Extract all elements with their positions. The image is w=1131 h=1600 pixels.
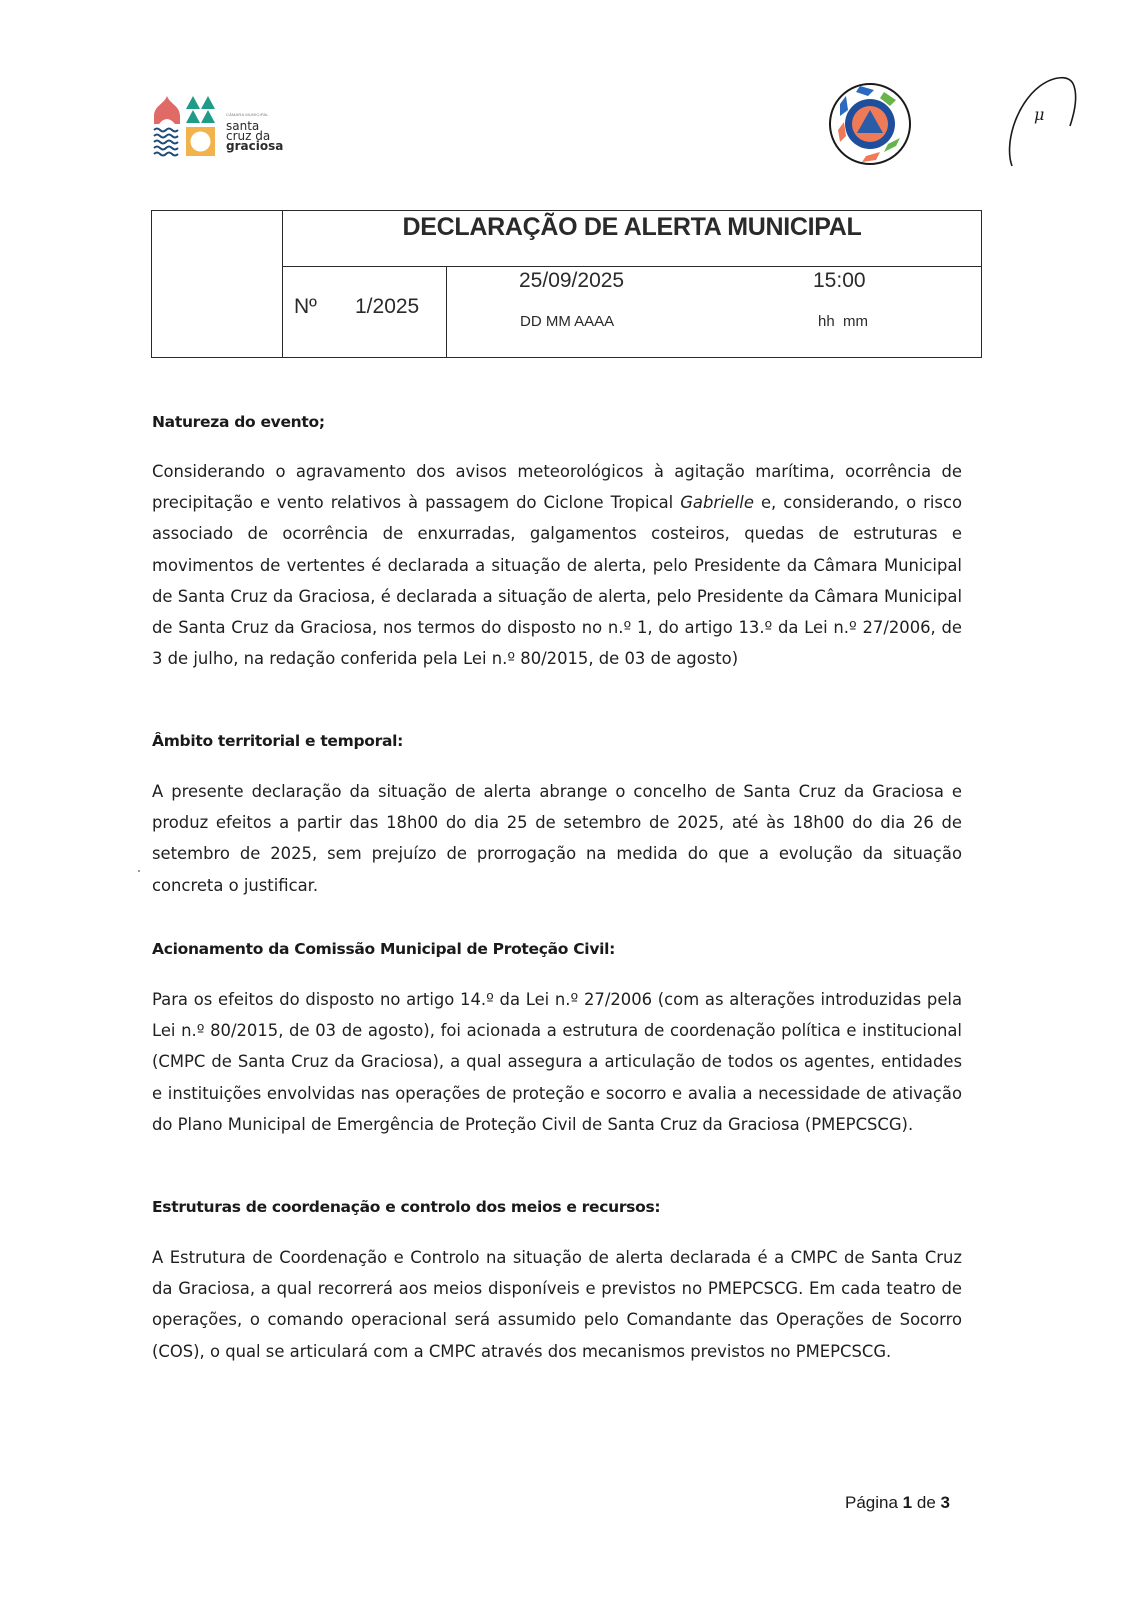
total-pages: 3 bbox=[940, 1493, 950, 1512]
date-format-hint: DD MM AAAA bbox=[520, 313, 615, 330]
header-table-blank-cell bbox=[152, 211, 283, 357]
section-heading-ambito: Âmbito territorial e temporal: bbox=[152, 732, 404, 750]
declaration-datetime-cell bbox=[447, 267, 981, 357]
section-heading-estruturas: Estruturas de coordenação e controlo dos meios e recursos: bbox=[152, 1198, 661, 1216]
municipality-name-line3: graciosa bbox=[226, 139, 284, 153]
scan-artifact-dot bbox=[138, 870, 140, 872]
municipality-logo bbox=[152, 94, 292, 160]
paragraph-text: e, considerando, o risco associado de ocorrência de enxurradas, galgamentos costeiros, quedas de estruturas e movimentos de vertentes é declarada a situação de alerta, pelo Presidente da Câmara Municipal de Santa Cruz da Graciosa, é declarada a situação de alerta, pelo Presidente da Câmara Municipal de Santa Cruz da Graciosa, nos termos do disposto no n.º 1, do artigo 13.º da Lei n.º 27/2006, de 3 de julho, na redação conferida pela Lei n.º 80/2015, de 03 de agosto) bbox=[152, 493, 963, 669]
section-paragraph-estruturas: A Estrutura de Coordenação e Controlo na situação de alerta declarada é a CMPC de Santa Cruz da Graciosa, a qual recorrerá aos meios disponíveis e previstos no PMEPCSCG. Em cada teatro de operações, o comando operacional será assumido pelo Comandante das Operações de Socorro (COS), o qual se articulará com a CMPC através dos mecanismos previstos no PMEPCSCG. bbox=[152, 1248, 962, 1361]
declaration-date: 25/09/2025 bbox=[519, 269, 625, 292]
header-title-row bbox=[283, 211, 981, 267]
number-label: Nº bbox=[294, 295, 317, 318]
declaration-time: 15:00 bbox=[813, 269, 866, 292]
current-page: 1 bbox=[902, 1493, 913, 1512]
municipality-name-line2: cruz da bbox=[226, 129, 271, 143]
page-number-footer bbox=[845, 1493, 950, 1513]
section-heading-acionamento: Acionamento da Comissão Municipal de Proteção Civil: bbox=[152, 940, 616, 958]
municipality-caption: CÂMARA MUNICIPAL bbox=[226, 112, 269, 117]
section-paragraph-natureza bbox=[152, 456, 962, 674]
time-format-hint: hh mm bbox=[818, 313, 869, 330]
declaration-number: 1/2025 bbox=[355, 295, 420, 318]
signature-stroke-icon bbox=[1000, 74, 1090, 174]
declaration-header-table bbox=[151, 210, 982, 358]
section-paragraph-acionamento: Para os efeitos do disposto no artigo 14.º da Lei n.º 27/2006 (com as alterações introduzidas pela Lei n.º 80/2015, de 03 de agosto), foi acionada a estrutura de coordenação política e institucional (CMPC de Santa Cruz da Graciosa), a qual assegura a articulação de todos os agentes, entidades e instituições envolvidas nas operações de proteção e socorro e avalia a necessidade de ativação do Plano Municipal de Emergência de Proteção Civil de Santa Cruz da Graciosa (PMEPCSCG). bbox=[152, 990, 962, 1134]
paragraph-text: Considerando o agravamento dos avisos meteorológicos à agitação marítima, ocorrência de precipitação e vento relativos à passagem do Ciclone Tropical bbox=[152, 462, 962, 513]
civil-protection-emblem-icon bbox=[828, 82, 912, 166]
civil-protection-emblem bbox=[828, 82, 912, 166]
storm-name: Gabrielle bbox=[680, 493, 754, 513]
page-label: Página bbox=[845, 1493, 898, 1512]
declaration-number-cell bbox=[283, 267, 447, 357]
section-heading-natureza: Natureza do evento; bbox=[152, 413, 325, 431]
municipality-name bbox=[226, 121, 283, 151]
of-label: de bbox=[916, 1493, 936, 1512]
section-paragraph-ambito: A presente declaração da situação de alerta abrange o concelho de Santa Cruz da Graciosa e produz efeitos a partir das 18h00 do dia 25 de setembro de 2025, até às 18h00 do dia 26 de setembro de 2025, sem prejuízo de prorrogação na medida do que a evolução da situação concreta o justificar. bbox=[152, 782, 962, 895]
santa-cruz-graciosa-logo-icon bbox=[152, 94, 218, 160]
svg-text:μ: μ bbox=[1034, 105, 1045, 124]
declaration-title: DECLARAÇÃO DE ALERTA MUNICIPAL bbox=[402, 213, 862, 241]
municipality-name-line1: santa bbox=[226, 119, 260, 133]
handwritten-signature bbox=[1000, 74, 1090, 174]
